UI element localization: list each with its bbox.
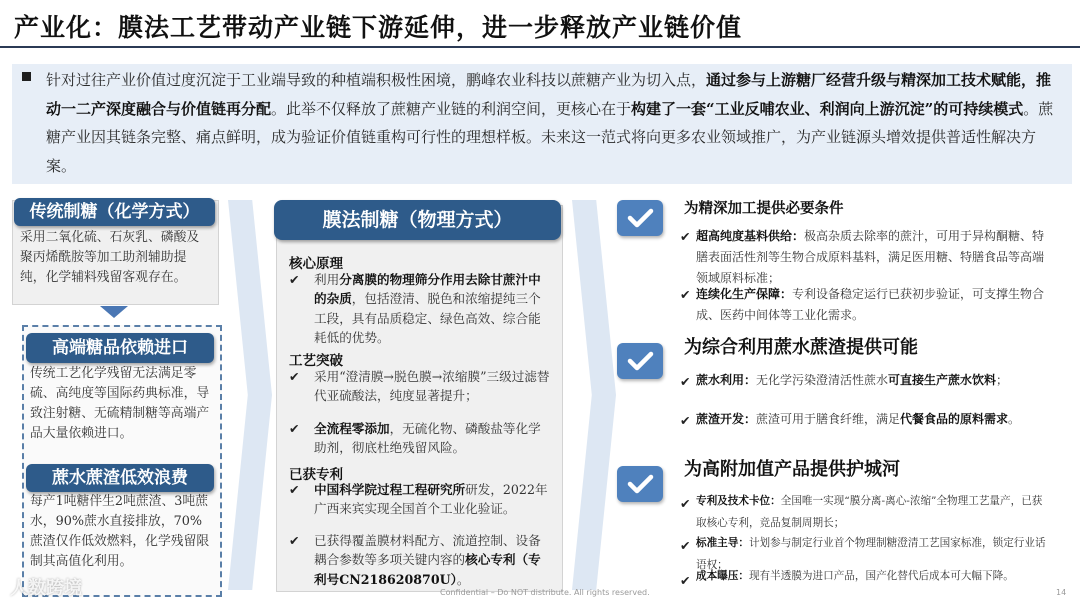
right-section-2-title: 为综合利用蔗水蔗渣提供可能 [684,337,918,358]
page-title: 产业化：膜法工艺带动产业链下游延伸，进一步释放产业链价值 [14,13,743,42]
highend-title: 高端糖品依赖进口 [26,333,214,363]
summary-text [46,66,1061,180]
chevron-right-icon [572,200,616,590]
checkmark-icon: ✔ [680,229,691,244]
right-section-1-title: 为精深加工提供必要条件 [684,200,844,217]
checkmark-icon: ✔ [680,538,691,553]
item-bold: 全流程零添加 [314,421,390,436]
summary-part-3: 。蔗糖产业因其链条完整、痛点鲜明，成为验证价值链重构可行性的理想样板。未来这一范式将向更多农业领域推广，为产业链源头增效提供普适性解决方案。 [46,99,1054,175]
core-principle-item [314,270,550,348]
cane-waste-body: 每产1吨糖伴生2吨蔗渣、3吨蔗水，90%蔗水直接排放，70%蔗渣仅作低效燃料，化学残留限制其高值化利用。 [30,494,210,569]
item-text: ，包括澄清、脱色和浓缩提纯三个工段，具有品质稳定、绿色高效、综合能耗低的优势。 [314,291,541,346]
item-text: 全国唯一实现“膜分离-离心-浓缩”全物理工艺量产，已获取核心专利，竞品复制周期长； [696,495,1043,529]
checkmark-icon [617,200,663,236]
title-divider [0,46,1080,48]
breakthrough-item-2 [314,419,550,458]
item-bold: 代餐食品的原料需求 [900,412,1009,426]
item-text: 。 [1008,412,1021,426]
membrane-title: 膜法制糖（物理方式） [274,200,561,240]
item-text: 蔗渣可用于膳食纤维，满足 [756,412,901,426]
item-text: 计划参与制定行业首个物理制糖澄清工艺国家标准，锁定行业话语权； [696,537,1046,571]
checkmark-icon: ✔ [289,272,300,287]
right-section-3-title: 为高附加值产品提供护城河 [684,459,900,480]
right-1-item-2 [696,284,1052,326]
patent-item-1 [314,480,550,519]
right-3-item-3 [696,566,1052,588]
item-text: 利用 [314,272,340,287]
item-bold: 专利及技术卡位： [696,495,781,507]
item-bold: 蔗水利用： [696,373,757,387]
item-text: 。 [456,571,470,587]
item-text: 无化学污染澄清活性蔗水 [756,373,889,387]
chevron-right-icon [228,200,272,590]
item-text: 极高杂质去除率的蔗汁，可用于异构酮糖、特膳表面活性剂等生物合成原料基料，满足医用糖、特膳食品等高端领域原料标准； [696,229,1045,285]
highend-body: 传统工艺化学残留无法满足零硫、高纯度等国际药典标准，导致注射糖、无硫精制糖等高端产品大量依赖进口。 [30,366,210,441]
checkmark-icon: ✔ [289,533,300,548]
summary-part-1: 针对过往产业价值过度沉淀于工业端导致的种植端积极性困境，鹏峰农业科技以蔗糖产业为切入点， [46,71,707,89]
item-text: ； [996,373,1009,387]
breakthrough-item-1 [314,367,550,406]
item-text: ，无硫化物、磷酸盐等化学助剂，彻底杜绝残留风险。 [314,421,541,456]
checkmark-icon: ✔ [289,369,300,384]
item-bold: 核心专利（专利号CN218620870U） [314,552,541,587]
section-patents: 已获专利 [289,467,343,483]
checkmark-icon [617,343,663,379]
item-bold: 中国科学院过程工程研究所 [314,482,466,497]
right-2-item-2 [696,409,1052,430]
section-core-principle: 核心原理 [289,256,343,272]
item-text: 研发，2022年广西来宾实现全国首个工业化验证。 [314,482,548,517]
item-bold: 分离膜的物理筛分作用去除甘蔗汁中的杂质 [314,272,541,307]
item-bold: 超高纯度基料供给： [696,229,805,243]
checkmark-icon: ✔ [289,421,300,436]
item-bold: 连续化生产保障： [696,287,793,301]
item-text: 采用“澄清膜→脱色膜→浓缩膜”三级过滤替代亚硫酸法，纯度显著提升； [314,369,550,404]
right-3-item-1 [696,491,1052,534]
summary-bold-1: 通过参与上游糖厂经营升级与精深加工技术赋能，推动一二产深度融合与价值链再分配 [46,71,1052,118]
checkmark-icon: ✔ [680,374,691,389]
checkmark-icon: ✔ [680,413,691,428]
checkmark-icon: ✔ [680,573,691,588]
confidential-footer: Confidential – Do NOT distribute. All rights reserved. [440,588,650,597]
checkmark-icon: ✔ [289,482,300,497]
item-text: 专利设备稳定运行已获初步验证，可支撑生物合成、医药中间体等工业化需求。 [696,287,1045,322]
item-bold: 标准主导： [696,537,749,549]
cane-waste-title: 蔗水蔗渣低效浪费 [26,464,214,492]
page-number: 14 [1056,588,1067,597]
item-bold: 蔗渣开发： [696,412,757,426]
traditional-body: 采用二氧化硫、石灰乳、磷酸及聚丙烯酰胺等加工助剂辅助提纯，化学辅料残留客观存在。 [20,230,200,285]
checkmark-icon [617,466,663,502]
checkmark-icon: ✔ [680,287,691,302]
item-text: 已获得覆盖膜材料配方、流道控制、设备耦合参数等多项关键内容的 [314,533,541,568]
item-text: 现有半透膜为进口产品，国产化替代后成本可大幅下降。 [748,570,1014,582]
summary-part-2: 。此举不仅释放了蔗糖产业链的利润空间，更核心在于 [271,99,632,118]
section-breakthrough: 工艺突破 [289,353,343,369]
bullet-square-icon [22,72,31,81]
item-bold: 可直接生产蔗水饮料 [888,373,997,387]
right-2-item-1 [696,370,1052,391]
patent-item-2 [314,531,550,589]
summary-box [12,64,1072,184]
traditional-title: 传统制糖（化学方式） [14,198,215,226]
checkmark-icon: ✔ [680,496,691,511]
down-arrow-icon [100,306,128,318]
item-bold: 成本曝压： [696,570,749,582]
summary-bold-2: 构建了一套“工业反哺农业、利润向上游沉淀”的可持续模式 [631,99,1024,118]
right-1-item-1 [696,226,1052,289]
watermark: 人数跨境 [10,578,82,599]
